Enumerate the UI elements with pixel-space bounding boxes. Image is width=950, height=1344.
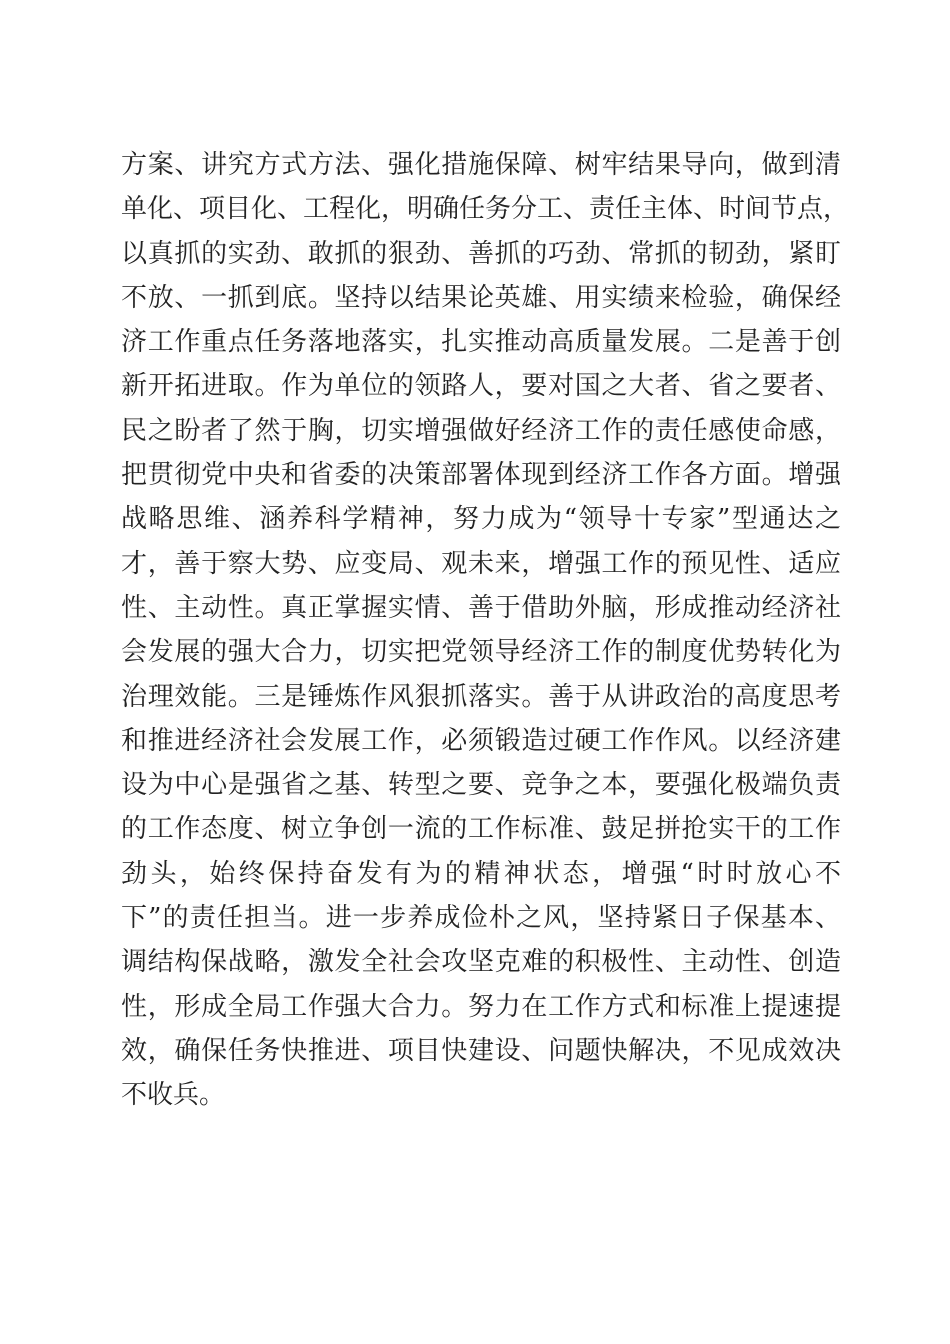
text-line: 把贯彻党中央和省委的决策部署体现到经济工作各方面。增强	[121, 460, 841, 491]
body-paragraph	[121, 143, 850, 1118]
text-line: 方案、讲究方式方法、强化措施保障、树牢结果导向，做到清	[121, 150, 841, 180]
text-line: 性，形成全局工作强大合力。努力在工作方式和标准上提速提	[121, 991, 841, 1022]
text-line: 新开拓进取。作为单位的领路人，要对国之大者、省之要者、	[121, 371, 841, 402]
text-line: 和推进经济社会发展工作，必须锻造过硬工作作风。以经济建	[121, 725, 841, 756]
text-line: 劲头，始终保持奋发有为的精神状态，增强“时时放心不	[121, 858, 841, 889]
text-line: 会发展的强大合力，切实把党领导经济工作的制度优势转化为	[121, 637, 841, 668]
text-line: 治理效能。三是锤炼作风狠抓落实。善于从讲政治的高度思考	[121, 681, 841, 712]
text-line: 济工作重点任务落地落实，扎实推动高质量发展。二是善于创	[121, 327, 841, 358]
text-line: 单化、项目化、工程化，明确任务分工、责任主体、时间节点，	[121, 194, 850, 225]
text-line: 才，善于察大势、应变局、观未来，增强工作的预见性、适应	[121, 548, 841, 579]
text-line: 不放、一抓到底。坚持以结果论英雄、用实绩来检验，确保经	[121, 282, 841, 313]
text-line: 下”的责任担当。进一步养成俭朴之风，坚持紧日子保基本、	[121, 903, 841, 934]
text-line: 以真抓的实劲、敢抓的狠劲、善抓的巧劲、常抓的韧劲，紧盯	[121, 238, 841, 269]
text-line: 性、主动性。真正掌握实情、善于借助外脑，形成推动经济社	[121, 592, 841, 623]
text-line: 不收兵。	[121, 1080, 226, 1111]
text-line: 设为中心是强省之基、转型之要、竞争之本，要强化极端负责	[121, 770, 841, 801]
text-line: 的工作态度、树立争创一流的工作标准、鼓足拼抢实干的工作	[121, 814, 841, 845]
text-line: 效，确保任务快推进、项目快建设、问题快解决，不见成效决	[121, 1035, 841, 1066]
text-line: 调结构保战略，激发全社会攻坚克难的积极性、主动性、创造	[121, 947, 841, 978]
text-line: 民之盼者了然于胸，切实增强做好经济工作的责任感使命感，	[121, 415, 841, 446]
text-line: 战略思维、涵养科学精神，努力成为“领导十专家”型通达之	[121, 504, 841, 535]
